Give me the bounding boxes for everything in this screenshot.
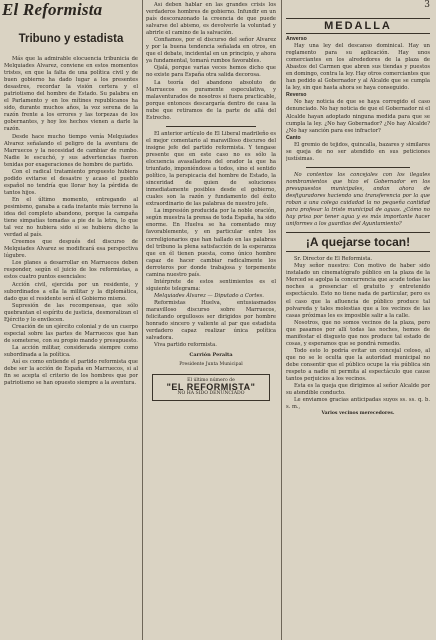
- italic-note: No contentos los concejales con los ilegales nombramientos que hizo el Gobernador en los presupuestos municipales, andan ahora de desfiguradores haciendo una transferencia por la que roban a una colega cuidadad la no pequeña cantidad para profesar la triste municipal de aguas. ¿Cómo no hay prisa por tener agua y es más importante hacer uniformes a los guardias del Ayuntamiento?: [286, 171, 430, 228]
- article-paragraph: Creemos que después del discurso de Melquiades Alvarez se modificará esa perspectiva lúgubre.: [4, 239, 138, 260]
- article-title: Tribuno y estadista: [18, 33, 124, 45]
- article-paragraph: Le enviamos gracias anticipadas suyos ss. ss. q. b. s. m.,: [286, 397, 430, 411]
- article-paragraph: El gremio de tejidos, quincalla, bazares y similares se queja de no ser atendido en sus peticiones justísimas.: [286, 141, 430, 162]
- article-paragraph: Supresión de las recompensas, que sólo quebrantan el espíritu de justicia, desmoralizan el Ejército y lo envilecen.: [4, 302, 138, 323]
- medalla-section: [286, 135, 430, 163]
- column-right: [286, 14, 430, 634]
- article-paragraph: Muy señor nuestro: Con motivo de haber sido instalado un cinematógrafo público en la plaza de la Merced se agolpa la concurrencia que acude todas las noches a presenciar el gratuito y entretenido espectáculo. Esto no tiene nada de particular, pero es el caso que la afluencia de público produce tal polvareda y tales molestias que a los vecinos de las casas próximas les es imposible salir a la calle.: [286, 263, 430, 319]
- article-paragraph: Esta es la queja que dirigimos al señor Alcalde por su atendible conducto.: [286, 383, 430, 397]
- signature-role: Presidente Junta Municipal: [179, 362, 243, 368]
- page-number: 3: [424, 0, 430, 10]
- article-paragraph: Confiamos, por el discurso del señor Alvarez y por la buena tendencia señalada en otros, en que el debate, incidental en un principio, y ahora ya fundamental, tomará rumbos favorables.: [146, 37, 276, 65]
- signature: Carrión Peralta: [189, 352, 233, 359]
- telegram-text: Reformistas Huelva, entusiasmados maravilloso discurso sobre Marruecos, felicitando orgullosos ser dirigidos por hombre honrado sincero y valiente al par que estadista verdadero capaz realizar única política salvadora.: [146, 299, 276, 342]
- signature: Varios vecinos merecedores.: [321, 411, 395, 417]
- column-left: [4, 22, 138, 634]
- section-tag: Reverso: [286, 92, 307, 99]
- article-paragraph: Así deben hablar en las grandes crisis los verdaderos hombres de gobierno. Infundir en un país descorazonado la creencia de que puede salvarse del abismo, es devolverle la voluntad y abrirle el camino de la salvación.: [146, 2, 276, 37]
- notice-box: [152, 374, 270, 401]
- article-paragraph: Intérprete de estos sentimientos es el siguiente telegrama:: [146, 278, 276, 292]
- notice-line: El último número de: [187, 378, 235, 384]
- article-paragraph: En el último momento, entregando al pesimismo, ganaba a cada instante más terreno la idea del completo abandono, porque la campaña tiene simpatías tomadas a pie de la letra, lo que tal vez no hubiera sido si se hubiera dicho la verdad al país.: [4, 196, 138, 239]
- masthead-logo: El Reformista: [2, 0, 103, 19]
- section-separator: [166, 126, 256, 127]
- article-paragraph: Desde hace mucho tiempo venía Melquiades Alvarez señalando el peligro de la aventura de Marruecos y la necesidad de cambiar de rumbo. Nadie le escuchó, y sus advertencias fueron tenidas por exageraciones de hombre de partido.: [4, 133, 138, 168]
- article-paragraph: Así es como entiende el partido reformista que debe ser la acción de España en Marruecos, si al fin se acepta el criterio de los hombres que por patriotismo se han opuesto siempre a la aventura.: [4, 359, 138, 387]
- article-paragraph: El anterior artículo de El Liberal madrileño es el mejor comentario al maravilloso discurso del insigne jefe del partido reformista. Y tengase presente que en este caso no es sólo la elocuencia avasalladora del orador la que ha triunfado, imponiéndose a todos, sino el sentido político, la perspicacia del hombre de Estado, la sinceridad de quien de soluciones inmediatamente posibles desde el gobierno, cuales son la razón y fundamento del éxito extraordinario de las palabras de nuestro jefe.: [146, 130, 276, 208]
- article-paragraph: Acción civil, ejercida por un residente, y subordinados a ella la militar y la diplomática, dado que el residente será el Gobierno mismo.: [4, 281, 138, 302]
- letter-salutation: Sr. Director de El Reformista.: [294, 256, 373, 263]
- article-paragraph: Nosotros, que no somos vecinos de la plaza, pero que pasamos por allí todas las noches, hemos de manifestar el disgusto que nos produce tal estado de cosas, y esperamos que se pondrá remedio.: [286, 319, 430, 347]
- article-paragraph: Ojalá, porque varias veces hemos dicho que no existe para España otra salida decorosa.: [146, 65, 276, 79]
- article-paragraph: Hay una ley del descanso dominical. Hay un reglamento para su aplicación. Hay unos comerciantes en los alrededores de la plaza de Abastos del Carmen que abren sus tiendas y puestos en domingo, contra la ley. Hay otros comerciantes que han pedido al Gobernador y al Alcalde que se cumpla la ley, sin que hasta ahora se haya conseguido.: [286, 43, 430, 92]
- section-tag: Canto: [286, 134, 301, 141]
- notice-line: NO HA SIDO DENUNCIADO: [177, 391, 245, 397]
- section-tag: Anverso: [286, 36, 307, 42]
- telegram-closing: Viva partido reformista.: [154, 342, 217, 349]
- section-title: ¡A quejarse tocan!: [286, 232, 430, 252]
- section-title: MEDALLA: [286, 18, 430, 34]
- telegram-address: Melquiades Álvarez — Diputado a Cortes.: [154, 292, 264, 299]
- article-paragraph: Los planes a desarrollar en Marruecos deben responder, según el juicio de los reformistas, a estos cuatro puntos esenciales:: [4, 260, 138, 281]
- article-paragraph: Más que la admirable elocuencia tribunicia de Melquiades Alvarez, conviene en estos momentos tristes, en que la falta de una política civil y de buen gobierno ha dado lugar a los presentes desastres, recordar la visión certera y el patriotismo del hombre de Estado. Su palabra en el Parlamento y en los mítines republicanos ha sido, durante muchos años, la voz serena de la razón frente a los errores y las torpezas de los gobernantes, y hoy los hechos vienen a darle la razón.: [4, 56, 138, 133]
- column-divider: [281, 0, 282, 640]
- article-paragraph: La impresión producida por la noble oración, según muestra la prensa de toda España, ha sido enorme. En Huelva se ha comentado muy favorablemente, y en particular entre los correligionarios que han hallado en las palabras del tribuno la plena satisfacción de la esperanza que en él tienen puesta, como único hombre capaz de hacer cambiar radicalmente los derroteros por donde trabajosa y torpemente camina nuestro país.: [146, 208, 276, 278]
- article-paragraph: La acción militar, considerada siempre como subordinada a la política.: [4, 344, 138, 358]
- article-paragraph: No hay noticia de que se haya corregido el caso denunciado. No hay noticia de que el Gobernador ni el Alcalde hayan adoptado ninguna medida para que se cumpla la ley. ¿No hay Gobernador? ¿No hay Alcalde? ¿No hay sanción para ese infractor?: [286, 99, 430, 134]
- article-paragraph: Creación de un ejército colonial y de un cuerpo especial sobre las partes de Marruecos que han de someterse, con su propio mando y presupuesto.: [4, 323, 138, 344]
- article-paragraph: La teoría del abandono absoluto de Marruecos es puramente especulativa, y malaventurados de nosotros si fuera practicable, porque entonces descargaría dentro de casa la nube que retiramos de la parte de allá del Estrecho.: [146, 79, 276, 121]
- article-paragraph: Con el radical tratamiento propuesto hubiera podido evitarse el desastre y acaso el pueblo español no tendría que llorar hoy la pérdida de tantos hijos.: [4, 168, 138, 196]
- medalla-section: [286, 92, 430, 134]
- column-middle: [146, 2, 276, 634]
- article-paragraph: Todo esto lo podría evitar un concejal celoso, al que no se le oculta que la autoridad municipal no debe consentir que el público ocupe la vía pública sin respeto a nadie ni permita al espectáculo que cause tantos perjuicios a los vecinos.: [286, 347, 430, 383]
- column-divider: [142, 0, 143, 640]
- medalla-section: [286, 36, 430, 92]
- notice-title: "EL REFORMISTA": [166, 382, 256, 393]
- section-separator: [306, 167, 410, 168]
